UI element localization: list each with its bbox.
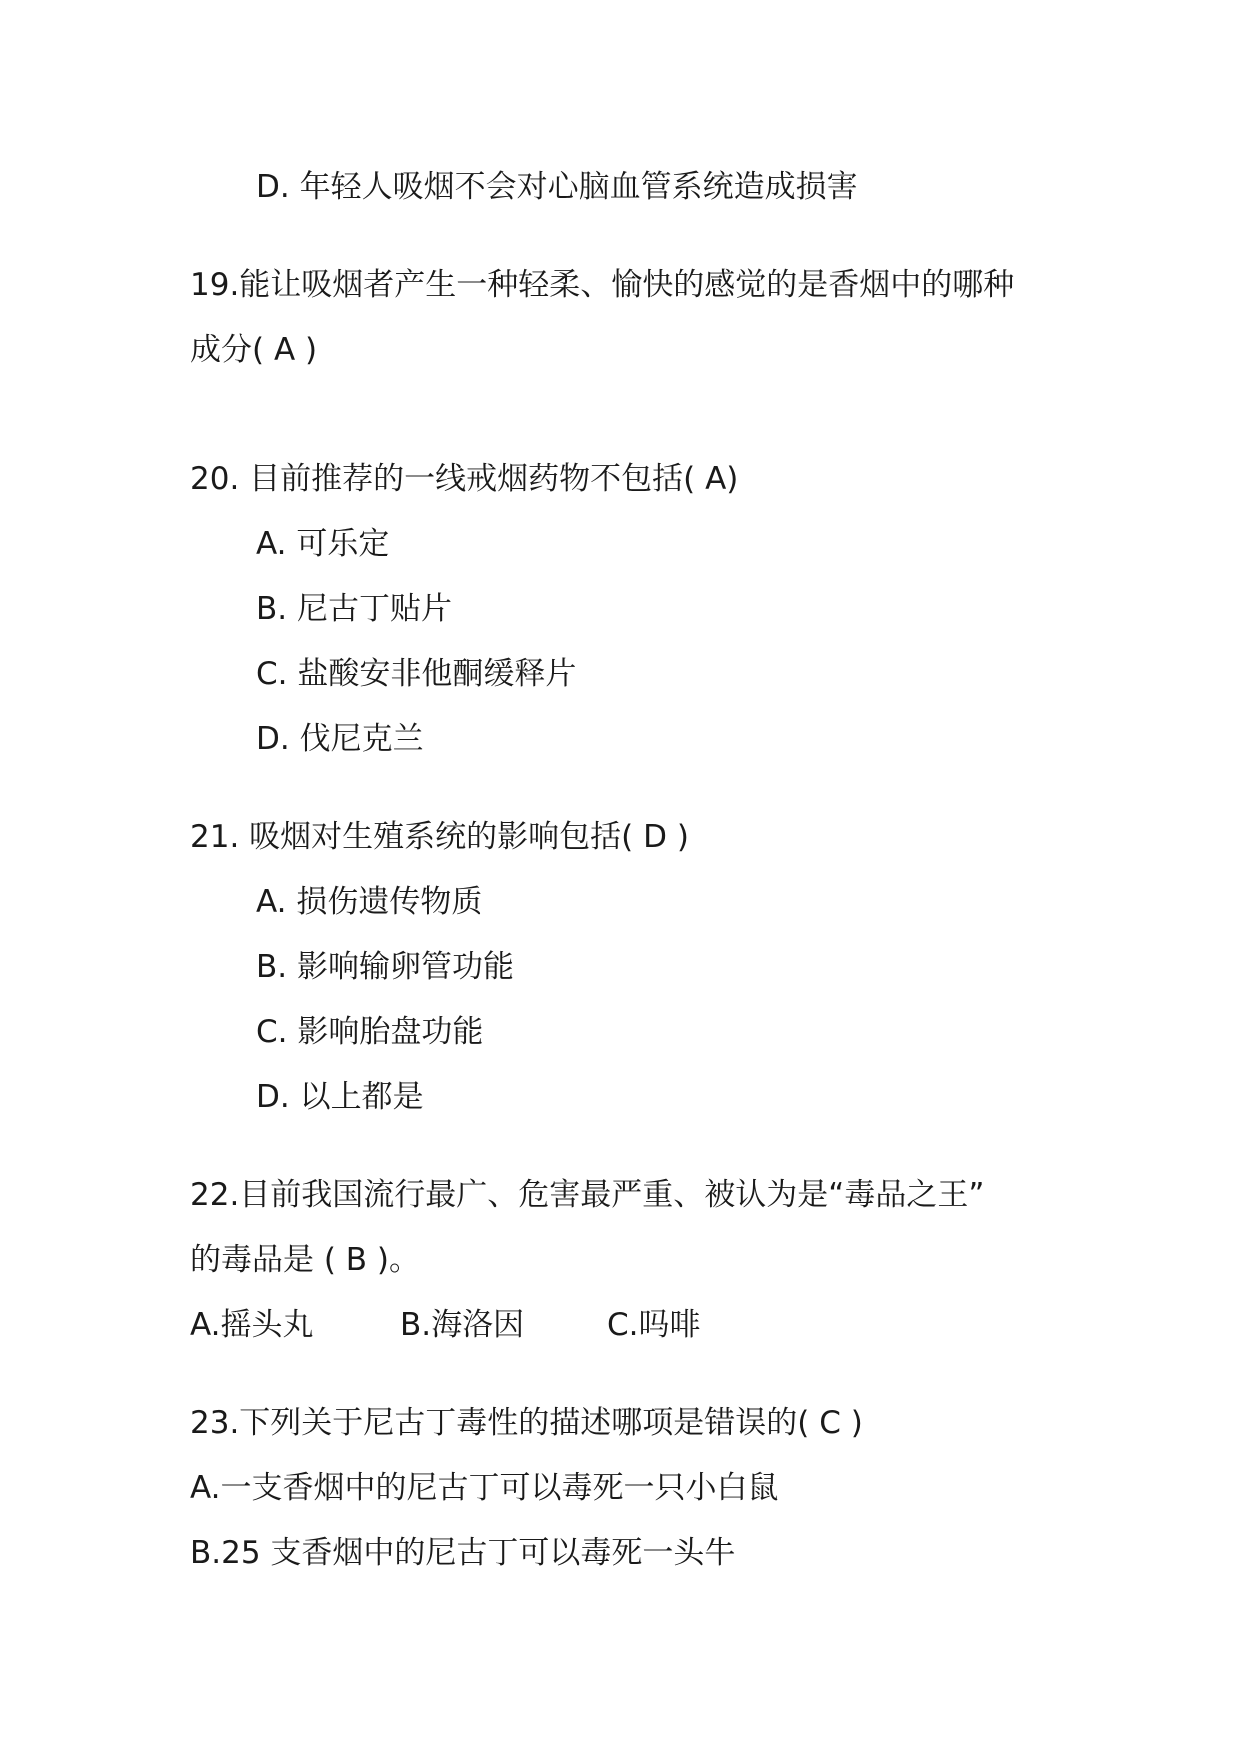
- q23-stem: 23.下列关于尼古丁毒性的描述哪项是错误的( C ): [190, 1405, 863, 1441]
- q22-option-b: B.海洛因: [400, 1307, 525, 1343]
- q19-stem-line1: 19.能让吸烟者产生一种轻柔、愉快的感觉的是香烟中的哪种: [190, 267, 1015, 303]
- q21-option-b: B. 影响输卵管功能: [256, 949, 514, 985]
- q22-stem-line2: 的毒品是 ( B )。: [190, 1242, 421, 1278]
- q23-option-b: B.25 支香烟中的尼古丁可以毒死一头牛: [190, 1535, 736, 1571]
- q22-stem-line1: 22.目前我国流行最广、危害最严重、被认为是“毒品之王”: [190, 1177, 985, 1213]
- q22-options: [190, 1305, 701, 1345]
- q20-option-a: A. 可乐定: [256, 526, 390, 562]
- q20-stem: 20. 目前推荐的一线戒烟药物不包括( A): [190, 461, 739, 497]
- q20-option-b: B. 尼古丁贴片: [256, 591, 452, 627]
- q22-option-c: C.吗啡: [607, 1307, 701, 1343]
- q22-option-a: A.摇头丸: [190, 1307, 314, 1343]
- q23-option-a: A.一支香烟中的尼古丁可以毒死一只小白鼠: [190, 1470, 779, 1506]
- q21-option-a: A. 损伤遗传物质: [256, 884, 483, 920]
- q21-stem: 21. 吸烟对生殖系统的影响包括( D ): [190, 819, 689, 855]
- q20-option-d: D. 伐尼克兰: [256, 721, 424, 757]
- q21-option-d: D. 以上都是: [256, 1079, 424, 1115]
- q20-option-c: C. 盐酸安非他酮缓释片: [256, 656, 577, 692]
- q21-option-c: C. 影响胎盘功能: [256, 1014, 484, 1050]
- q19-stem-line2: 成分( A ): [190, 332, 318, 368]
- q18-option-d: D. 年轻人吸烟不会对心脑血管系统造成损害: [256, 169, 858, 205]
